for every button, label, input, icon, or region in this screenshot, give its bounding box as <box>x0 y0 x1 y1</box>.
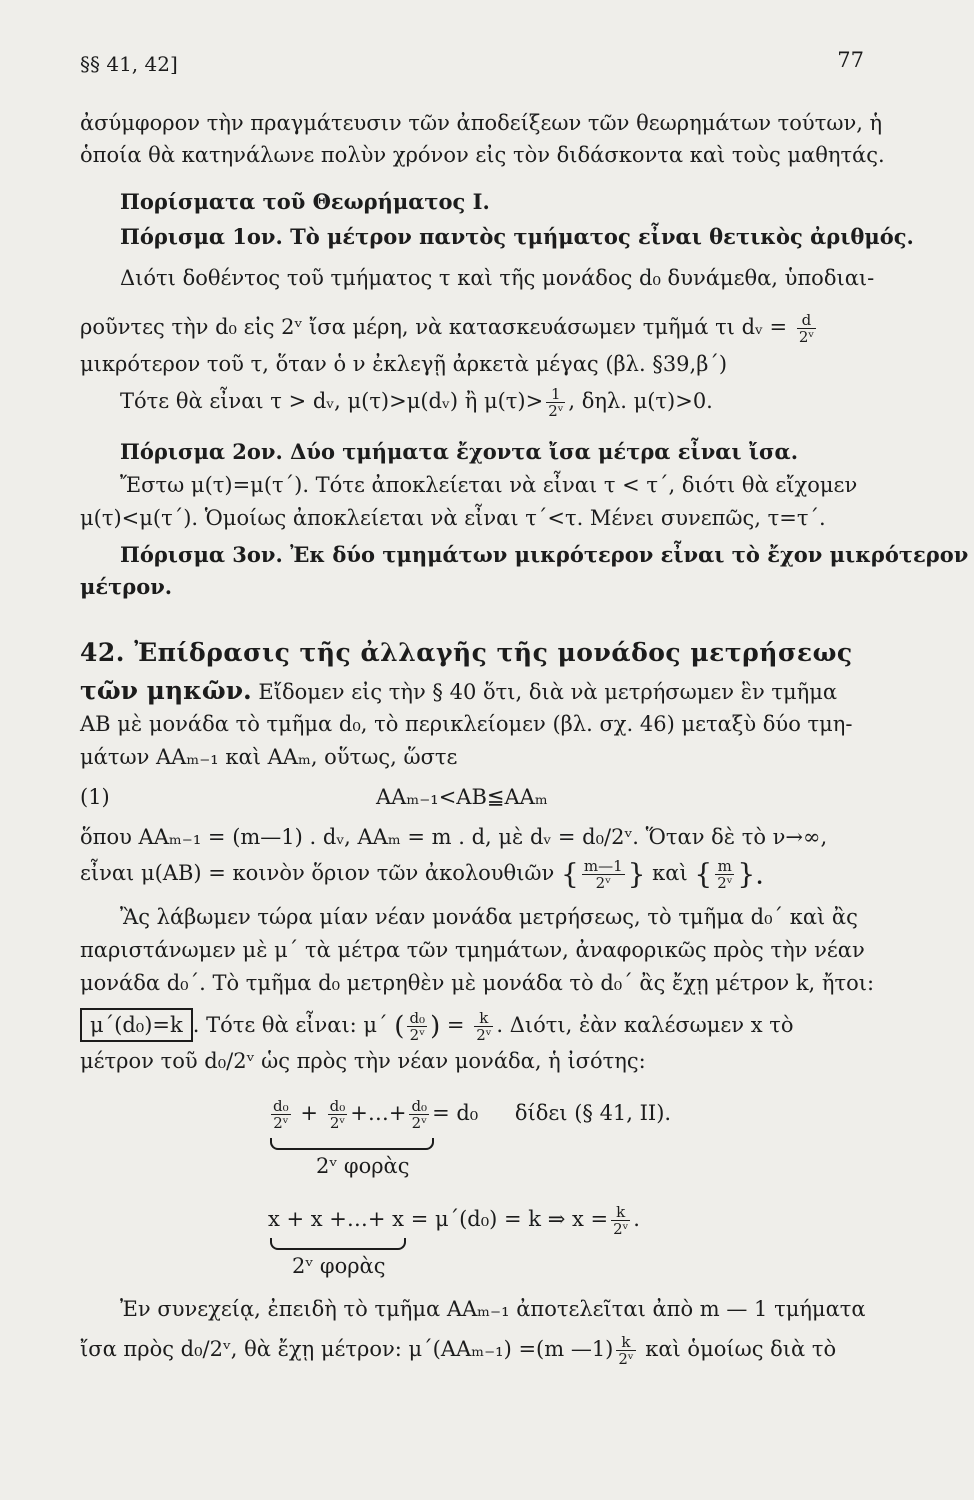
subheading: Πόρισμα 1ον. Τὸ μέτρον παντὸς τμήματος εἶναι θετικὸς ἀριθμός. <box>120 224 914 249</box>
text-line: Ἐν συνεχείᾳ, ἐπειδὴ τὸ τμῆμα ΑΑₘ₋₁ ἀποτελεῖται ἀπὸ m — 1 τμήματα <box>120 1297 866 1321</box>
text-span: = <box>446 1013 465 1037</box>
numerator: 1 <box>546 386 565 403</box>
boxed-formula: μ΄(d₀)=k <box>80 1008 193 1042</box>
fraction <box>715 858 734 891</box>
text-span: δίδει (§ 41, ΙΙ). <box>514 1101 672 1125</box>
text-span: ἴσα πρὸς d₀/2ᵛ, θὰ ἔχῃ μέτρον: μ΄(ΑΑₘ₋₁) =(m —1) <box>80 1337 614 1361</box>
text-line <box>80 312 876 345</box>
equation: ΑΑₘ₋₁<ΑΒ≦ΑΑₘ <box>376 785 548 809</box>
underbrace-label: 2ᵛ φορὰς <box>316 1154 410 1178</box>
text-line: Ἔστω μ(τ)=μ(τ΄). Τότε ἀποκλείεται νὰ εἶναι τ < τ΄, διότι θὰ εἴχομεν <box>120 473 858 497</box>
text-span: καὶ ὁμοίως διὰ τὸ <box>638 1337 837 1361</box>
text-line <box>80 1334 876 1367</box>
denominator: 2ᵛ <box>411 1114 427 1132</box>
subheading: Πόρισμα 3ον. Ἐκ δύο τμημάτων μικρότερον εἶναι τὸ ἔχον μικρότερον <box>120 542 969 567</box>
underbrace <box>270 1238 406 1250</box>
text-span: = d₀ <box>432 1101 479 1125</box>
text-span: , δηλ. μ(τ)>0. <box>568 389 713 413</box>
text-line: μ΄(d₀)=k . Τότε θὰ εἶναι: μ΄ ( $\frac{\text{d₀}}{\text{2ᵛ}}$ ) = $\frac{k}{\text{2ᵛ}}$ . Διότι, ἐὰν καλέσωμεν x τὸ <box>80 1008 876 1043</box>
denominator: 2ᵛ <box>613 1220 629 1238</box>
denominator: 2ᵛ <box>409 1026 425 1044</box>
underbrace-label: 2ᵛ φορὰς <box>292 1254 386 1278</box>
text-line: μ(τ)<μ(τ΄). Ὁμοίως ἀποκλείεται νὰ εἶναι τ΄<τ. Μένει συνεπῶς, τ=τ΄. <box>80 506 826 530</box>
section-header: §§ 41, 42] <box>80 52 178 76</box>
numerator: d <box>797 312 816 329</box>
text-span: . Τότε θὰ εἶναι: μ΄ <box>192 1013 388 1037</box>
equation-line <box>268 1098 868 1131</box>
fraction <box>407 1010 427 1043</box>
equation-line <box>80 782 876 812</box>
subheading: μέτρον. <box>80 574 173 599</box>
text-line: μονάδα d₀΄. Τὸ τμῆμα d₀ μετρηθὲν μὲ μονάδα τὸ d₀΄ ἂς ἔχῃ μέτρον k, ἤτοι: <box>80 971 875 995</box>
text-span: +…+ <box>350 1101 407 1125</box>
text-line: μικρότερον τοῦ τ, ὅταν ὁ ν ἐκλεγῇ ἀρκετὰ μέγας (βλ. §39,β΄) <box>80 352 728 376</box>
numerator: k <box>474 1010 493 1027</box>
subheading: Πορίσματα τοῦ Θεωρήματος Ι. <box>120 189 490 214</box>
text-line <box>80 676 876 707</box>
fraction <box>474 1010 493 1043</box>
numerator: k <box>616 1334 635 1351</box>
page-number: 77 <box>837 48 864 72</box>
text-span: + <box>300 1101 318 1125</box>
text-span: ἀσύμφορον τὴν πραγμάτευσιν τῶν ἀποδείξεων τῶν θεωρημάτων τούτων, ἡ <box>80 111 883 135</box>
denominator: 2ᵛ <box>595 874 611 892</box>
text-line <box>80 386 916 419</box>
numerator: d₀ <box>273 1097 289 1115</box>
equation-line: x + x +…+ x = μ΄(d₀) = k ⇒ x = $\frac{k}{\text{2ᵛ}}$ . <box>268 1203 640 1238</box>
denominator: 2ᵛ <box>618 1350 634 1368</box>
fraction <box>546 386 565 419</box>
text-span: ροῦντες τὴν d₀ εἰς 2ᵛ ἴσα μέρη, νὰ κατασκευάσωμεν τμῆμά τι dᵥ = <box>80 315 788 339</box>
fraction <box>328 1098 348 1131</box>
text-line: εἶναι μ(ΑΒ) = κοινὸν ὅριον τῶν ἀκολουθιῶν { $\frac{m—1}{\text{2ᵛ}}$ } καὶ { $\frac{m}{\text{2ᵛ}}$ }. <box>80 857 765 892</box>
text-line: Διότι δοθέντος τοῦ τμήματος τ καὶ τῆς μονάδος d₀ δυνάμεθα, ὑποδιαι- <box>120 266 875 290</box>
text-span: καὶ <box>652 861 688 885</box>
section-title-cont: τῶν μηκῶν. <box>80 676 252 705</box>
numerator: k <box>611 1204 630 1221</box>
fraction <box>582 858 625 891</box>
text-line: ὁποία θὰ κατηνάλωνε πολὺν χρόνον εἰς τὸν διδάσκοντα καὶ τοὺς μαθητάς. <box>80 143 885 167</box>
text-span: Τότε θὰ εἶναι τ > dᵥ, μ(τ)>μ(dᵥ) ἢ μ(τ)> <box>120 389 544 413</box>
fraction <box>611 1204 630 1237</box>
numerator: m—1 <box>583 857 623 875</box>
fraction <box>616 1334 635 1367</box>
text-line: ὅπου ΑΑₘ₋₁ = (m—1) . dᵥ, ΑΑₘ = m . d, μὲ dᵥ = d₀/2ᵛ. Ὅταν δὲ τὸ ν→∞, <box>80 825 828 849</box>
numerator: d₀ <box>329 1097 346 1115</box>
text-span: εἶναι μ(ΑΒ) = κοινὸν ὅριον τῶν ἀκολουθιῶν <box>80 861 555 885</box>
text-span: . Διότι, ἐὰν καλέσωμεν x τὸ <box>496 1013 794 1037</box>
fraction <box>271 1098 291 1131</box>
denominator: 2ᵛ <box>798 328 814 346</box>
text-line <box>80 108 883 138</box>
equation: x + x +…+ x = μ΄(d₀) = k ⇒ x = <box>268 1207 609 1231</box>
denominator: 2ᵛ <box>548 402 564 420</box>
numerator: d₀ <box>411 1097 428 1115</box>
equation-label: (1) <box>80 785 110 809</box>
text-span: Εἴδομεν εἰς τὴν § 40 ὅτι, διὰ νὰ μετρήσωμεν ἓν τμῆμα <box>251 680 838 704</box>
text-line: μάτων ΑΑₘ₋₁ καὶ ΑΑₘ, οὕτως, ὥστε <box>80 745 458 769</box>
underbrace <box>270 1138 434 1150</box>
section-title: 42. Ἐπίδρασις τῆς ἀλλαγῆς τῆς μονάδος μετρήσεως <box>80 638 853 667</box>
fraction <box>409 1098 429 1131</box>
text-line: Ἂς λάβωμεν τώρα μίαν νέαν μονάδα μετρήσεως, τὸ τμῆμα d₀΄ καὶ ἂς <box>120 905 858 929</box>
text-line: ΑΒ μὲ μονάδα τὸ τμῆμα d₀, τὸ περικλείομεν (βλ. σχ. 46) μεταξὺ δύο τμη- <box>80 712 853 736</box>
subheading: Πόρισμα 2ον. Δύο τμήματα ἔχοντα ἴσα μέτρα εἶναι ἴσα. <box>120 439 799 464</box>
fraction <box>797 312 816 345</box>
denominator: 2ᵛ <box>717 874 733 892</box>
denominator: 2ᵛ <box>273 1114 289 1132</box>
text-line: παριστάνωμεν μὲ μ΄ τὰ μέτρα τῶν τμημάτων, ἀναφορικῶς πρὸς τὴν νέαν <box>80 938 865 962</box>
numerator: m <box>715 858 734 875</box>
text-line: μέτρον τοῦ d₀/2ᵛ ὡς πρὸς τὴν νέαν μονάδα, ἡ ἰσότης: <box>80 1049 646 1073</box>
numerator: d₀ <box>409 1009 426 1027</box>
denominator: 2ᵛ <box>329 1114 345 1132</box>
denominator: 2ᵛ <box>476 1026 492 1044</box>
